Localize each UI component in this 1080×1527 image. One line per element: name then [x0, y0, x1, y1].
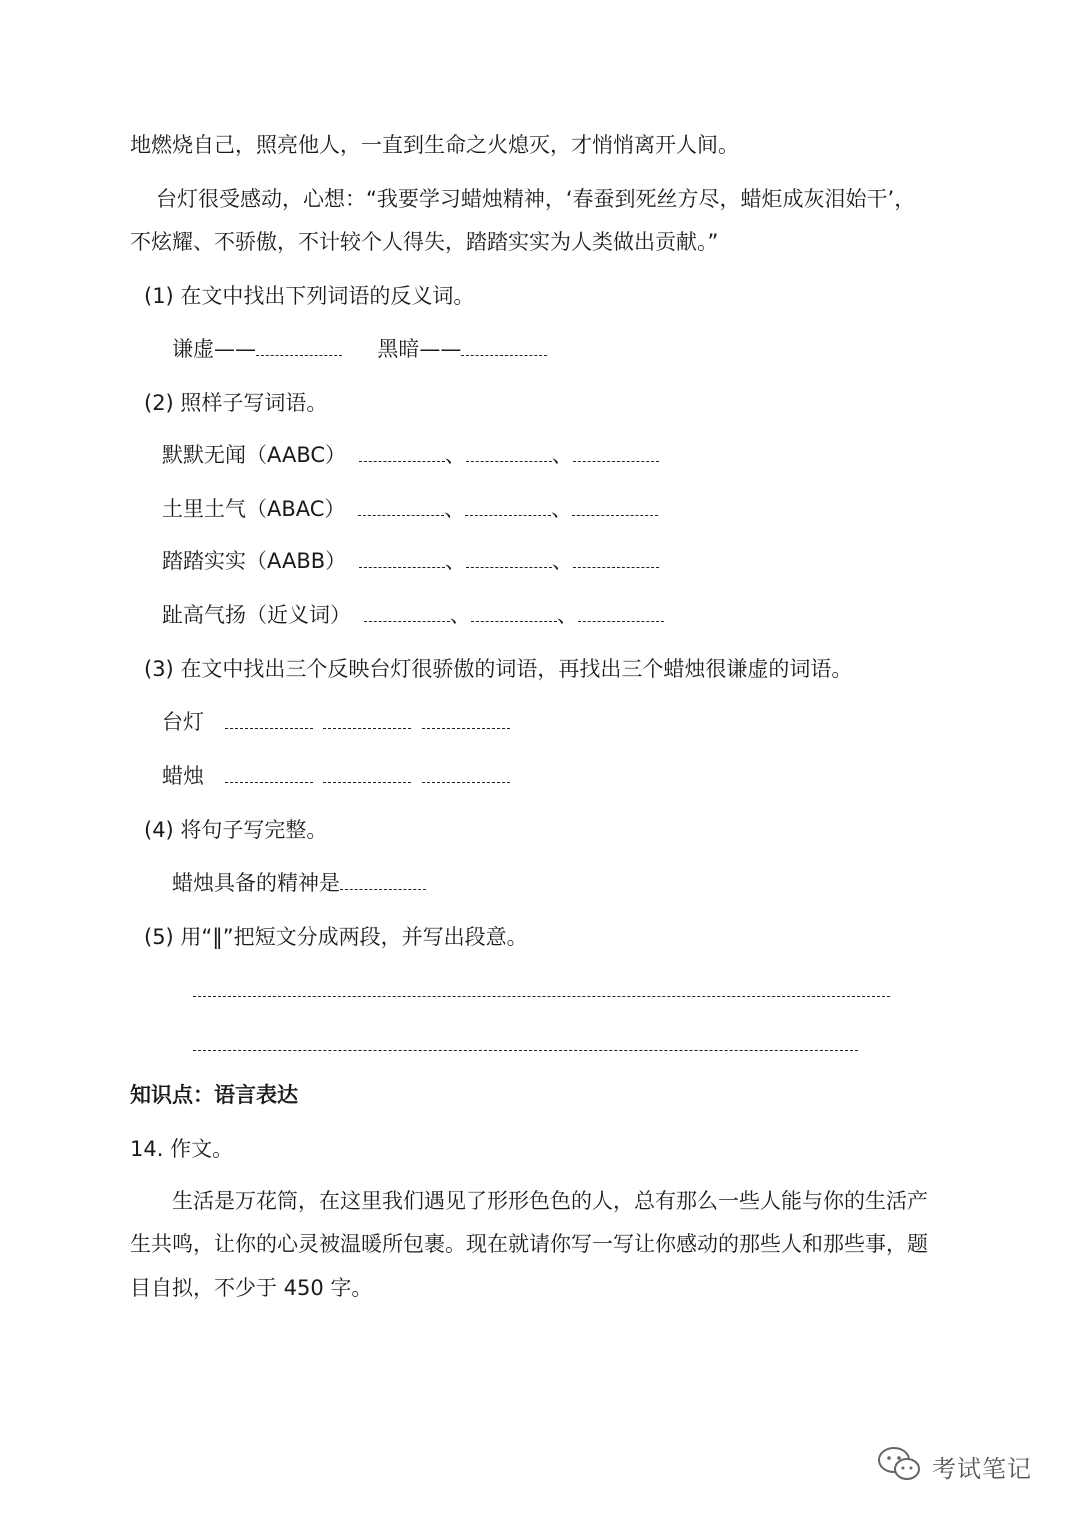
separator: 、 [551, 443, 573, 467]
separator: 、 [551, 549, 573, 573]
question-4-sentence [172, 868, 426, 898]
answer-line[interactable] [193, 978, 890, 997]
knowledge-point-heading: 知识点：语言表达 [130, 1083, 298, 1107]
watermark [876, 1445, 1032, 1488]
question-2-row [162, 494, 658, 524]
essay-prompt-line-3: 目自拟，不少于 450 字。 [130, 1276, 373, 1300]
pattern-label: 踏踏实实（AABB） [162, 549, 347, 573]
question-5-answer-line-1 [193, 975, 890, 1005]
answer-blank[interactable] [578, 603, 664, 622]
question-3-prompt: (3) 在文中找出三个反映台灯很骄傲的词语，再找出三个蜡烛很谦虚的词语。 [144, 657, 853, 681]
pattern-label: 土里土气（ABAC） [162, 497, 346, 521]
answer-blank[interactable] [465, 497, 551, 516]
answer-blank[interactable] [572, 497, 658, 516]
passage-line-3: 不炫耀、不骄傲，不计较个人得失，踏踏实实为人类做出贡献。” [130, 230, 719, 254]
question-3-lamp-row [162, 707, 510, 737]
essay-prompt-line-2: 生共鸣，让你的心灵被温暖所包裹。现在就请你写一写让你感动的那些人和那些事，题 [130, 1232, 928, 1256]
sentence-stem: 蜡烛具备的精神是 [172, 871, 340, 895]
answer-blank[interactable] [225, 764, 313, 783]
essay-prompt-line-1: 生活是万花筒，在这里我们遇见了形形色色的人，总有那么一些人能与你的生活产 [172, 1189, 928, 1213]
answer-blank[interactable] [422, 764, 510, 783]
answer-blank[interactable] [256, 337, 342, 356]
separator: 、 [444, 497, 466, 521]
question-5-prompt: (5) 用“‖”把短文分成两段，并写出段意。 [144, 925, 528, 949]
answer-blank[interactable] [466, 443, 552, 462]
pattern-label: 默默无闻（AABC） [162, 443, 347, 467]
question-1-answers [172, 334, 547, 364]
answer-blank[interactable] [466, 549, 552, 568]
question-2-row [162, 546, 659, 576]
answer-blank[interactable] [573, 443, 659, 462]
question-14-title: 14. 作文。 [130, 1137, 234, 1161]
answer-blank[interactable] [359, 443, 445, 462]
answer-blank[interactable] [323, 710, 411, 729]
candle-label: 蜡烛 [162, 764, 204, 788]
question-2-row [162, 600, 664, 630]
question-4-prompt: (4) 将句子写完整。 [144, 818, 328, 842]
passage-line-1: 地燃烧自己，照亮他人，一直到生命之火熄灭，才悄悄离开人间。 [130, 133, 739, 157]
answer-blank[interactable] [471, 603, 557, 622]
separator: 、 [556, 603, 578, 627]
answer-blank[interactable] [358, 497, 444, 516]
question-2-prompt: (2) 照样子写词语。 [144, 391, 328, 415]
answer-blank[interactable] [225, 710, 313, 729]
watermark-text: 考试笔记 [932, 1455, 1032, 1483]
answer-blank[interactable] [573, 549, 659, 568]
question-2-row [162, 440, 659, 470]
antonym-label-humble: 谦虚—— [172, 337, 256, 361]
answer-blank[interactable] [461, 337, 547, 356]
answer-blank[interactable] [323, 764, 411, 783]
answer-blank[interactable] [359, 549, 445, 568]
answer-blank[interactable] [422, 710, 510, 729]
separator: 、 [444, 443, 466, 467]
answer-blank[interactable] [340, 871, 426, 890]
separator: 、 [551, 497, 573, 521]
antonym-label-dark: 黑暗—— [377, 337, 462, 361]
separator: 、 [444, 549, 466, 573]
question-3-candle-row [162, 761, 510, 791]
question-5-answer-line-2 [193, 1029, 858, 1059]
lamp-label: 台灯 [162, 710, 204, 734]
answer-blank[interactable] [364, 603, 450, 622]
question-1-prompt: (1) 在文中找出下列词语的反义词。 [144, 284, 475, 308]
pattern-label: 趾高气扬（近义词） [162, 603, 351, 627]
wechat-icon [876, 1445, 924, 1488]
separator: 、 [449, 603, 471, 627]
passage-line-2: 台灯很受感动，心想：“我要学习蜡烛精神，‘春蚕到死丝方尽，蜡炬成灰泪始干’， [156, 187, 916, 211]
answer-line[interactable] [193, 1032, 858, 1051]
